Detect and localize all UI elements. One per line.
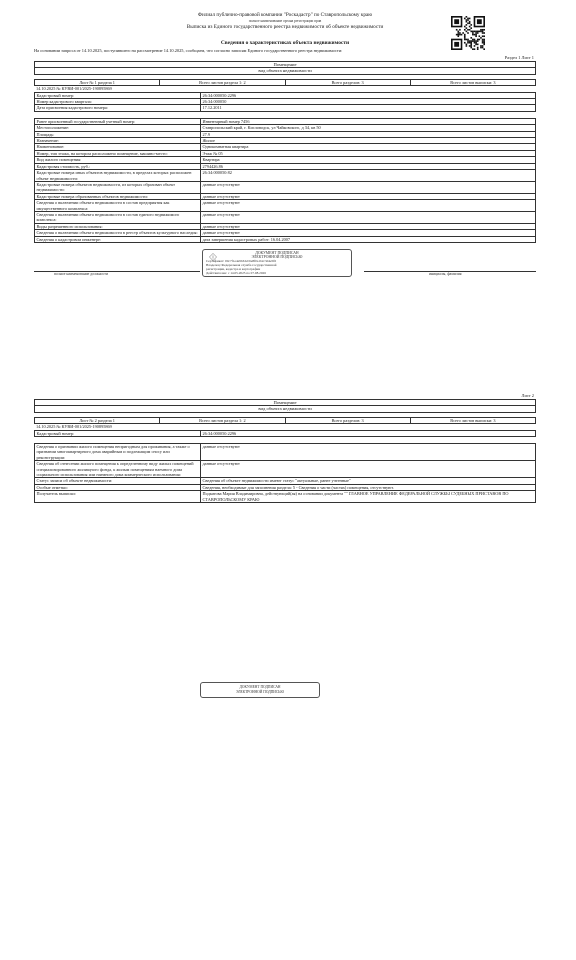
stamp-line: Владелец: Федеральная служба государственной — [206, 262, 277, 267]
field-value: данные отсутствуют — [201, 211, 536, 223]
object-kind-label: вид объекта недвижимости — [35, 68, 536, 74]
field-value: Этаж № 05 — [201, 150, 536, 156]
field-value: данные отсутствуют — [201, 223, 536, 229]
sheet-number: Раздел 1 Лист 1 — [504, 55, 534, 60]
field-label: Виды разрешенного использования: — [35, 223, 201, 229]
object-kind-value: Помещение — [35, 400, 536, 406]
table-row — [35, 170, 536, 182]
position-label: полное наименование должности — [54, 271, 108, 276]
cadastral-block-1 — [34, 430, 536, 437]
field-value: данные отсутствуют — [201, 444, 536, 461]
field-label: Вид жилого помещения: — [35, 157, 201, 163]
signature-area — [34, 247, 536, 281]
request-id: 14.10.2025 № КУВИ-001/2025-190895869 — [36, 424, 112, 430]
table-row — [35, 200, 536, 212]
field-label: Сведения об отнесении жилого помещения к определенному виду жилых помещений специализированного жилищного фонда, к жилым помещениям наемного дома социального использования или наемного дома коммерческого использования: — [35, 461, 201, 478]
field-label: Кадастровые номера объектов недвижимости, из которых образован объект недвижимости: — [35, 181, 201, 193]
characteristics-block — [34, 118, 536, 243]
extract-title: Выписка из Единого государственного реестра недвижимости об объекте недвижимости — [186, 24, 384, 30]
field-value: данные отсутствуют — [201, 193, 536, 199]
table-row — [35, 181, 536, 193]
section-title: Сведения о характеристиках объекта недвижимости — [220, 40, 350, 46]
field-label: Кадастровый номер: — [35, 92, 201, 98]
electronic-signature-stamp — [202, 249, 352, 277]
field-value: Ставропольский край, г. Кисловодск, ул Чайковского, д 34, кв 50 — [201, 125, 536, 131]
field-label: Назначение: — [35, 138, 201, 144]
meta-sheets-in-section: Всего листов раздела 1: 2 — [160, 79, 285, 85]
table-row — [35, 211, 536, 223]
field-value: 27.9 — [201, 131, 536, 137]
field-value: 26:34:000050:2296 — [201, 430, 536, 436]
field-value: Сведения об объекте недвижимости имеют статус "актуальные, ранее учтенные" — [201, 478, 536, 484]
electronic-signature-stamp — [200, 682, 320, 698]
field-label: Кадастровый номер: — [35, 430, 201, 436]
field-value: Однокомнатная квартира — [201, 144, 536, 150]
field-label: Кадастровые номера образованных объектов недвижимости: — [35, 193, 201, 199]
extract-page-1 — [34, 12, 536, 281]
field-label: Сведения о включении объекта недвижимости в состав предприятия как имущественного комплекса: — [35, 200, 201, 212]
meta-sheets-total: Всего листов выписки: 3 — [410, 417, 535, 423]
meta-sheets-in-section: Всего листов раздела 1: 2 — [160, 417, 285, 423]
field-label: Площадь: — [35, 131, 201, 137]
stamp-title: ДОКУМЕНТ ПОДПИСАН — [239, 685, 281, 689]
object-kind-label: вид объекта недвижимости — [35, 406, 536, 412]
field-value: данные отсутствуют — [201, 461, 536, 478]
stamp-subtitle: ЭЛЕКТРОННОЙ ПОДПИСЬЮ — [251, 254, 303, 259]
table-row — [35, 491, 536, 503]
field-label: Кадастровые номера иных объектов недвижимости, в пределах которых расположен объект недвижимости: — [35, 170, 201, 182]
signature-stamp-icon — [209, 253, 217, 261]
field-value: данные отсутствуют — [201, 230, 536, 236]
sheet-number: Лист 2 — [521, 393, 534, 398]
field-value: 26:34:000050:2296 — [201, 92, 536, 98]
field-label: Номер, тип этажа, на котором расположено помещение, машино-место: — [35, 150, 201, 156]
field-label: Кадастровая стоимость, руб.: — [35, 163, 201, 169]
field-value: данные отсутствуют — [201, 200, 536, 212]
meta-sections: Всего разделов: 3 — [285, 79, 410, 85]
stamp-line: Сертификат: 00c7f1e4a9b3d2c6e8f0a1b2c3d4e5f6 — [206, 258, 277, 263]
cadastral-block-1 — [34, 92, 536, 112]
field-label: Сведения о включении объекта недвижимости в состав единого недвижимого комплекса: — [35, 211, 201, 223]
field-value: Квартира — [201, 157, 536, 163]
field-value: Жилое — [201, 138, 536, 144]
intro-text: На основании запроса от 14.10.2025, поступившего на рассмотрение 14.10.2025, сообщаем, что согласно записям Единого государственного реестра недвижимости: — [34, 48, 343, 53]
table-row — [35, 461, 536, 478]
stamp-line: регистрации, кадастра и картографии — [206, 266, 261, 271]
field-label: Дата присвоения кадастрового номера: — [35, 105, 201, 111]
field-value: 26:34:000050:82 — [201, 170, 536, 182]
meta-sections: Всего разделов: 3 — [285, 417, 410, 423]
field-value: Сведения, необходимые для заполнения раздела: 5 - Сведения о части (частях) помещения, отсутствуют. — [201, 484, 536, 490]
table-row — [35, 444, 536, 461]
request-id: 14.10.2025 № КУВИ-001/2025-190895869 — [36, 86, 112, 92]
field-value: Подкатова Мария Владимировна, действующий(ая) на основании документа "" ГЛАВНОЕ УПРАВЛЕНИЕ ФЕДЕРАЛЬНОЙ СЛУЖБЫ СУДЕБНЫХ ПРИСТАВОВ ПО СТАВРОПОЛЬСКОМУ КРАЮ — [201, 491, 536, 503]
field-label: Сведения о признании жилого помещения непригодным для проживания, а также о признании многоквартирного дома аварийным и подлежащим сносу или реконструкции: — [35, 444, 201, 461]
field-value: 26:34:000050 — [201, 99, 536, 105]
name-label: инициалы, фамилия — [429, 271, 462, 276]
characteristics-block — [34, 443, 536, 503]
field-label: Сведения о включении объекта недвижимости в реестр объектов культурного наследия: — [35, 230, 201, 236]
field-label: Номер кадастрового квартала: — [35, 99, 201, 105]
field-label: Получатель выписки: — [35, 491, 201, 503]
object-kind-table — [34, 399, 536, 430]
field-label: Сведения о кадастровом инженере: — [35, 236, 201, 242]
table-row — [35, 236, 536, 242]
stamp-subtitle: ЭЛЕКТРОННОЙ ПОДПИСЬЮ — [235, 689, 285, 694]
object-kind-table — [34, 61, 536, 92]
field-label: Местоположение: — [35, 125, 201, 131]
table-row — [35, 430, 536, 436]
field-value: 2794426.86 — [201, 163, 536, 169]
stamp-title: ДОКУМЕНТ ПОДПИСАН — [255, 250, 299, 255]
table-row — [35, 105, 536, 111]
agency-note: полное наименование органа регистрации прав — [248, 19, 322, 23]
agency-name: Филиал публично-правовой компании "Роскадастр" по Ставропольскому краю — [197, 12, 373, 18]
stamp-line: Действителен: с 14.05.2025 по 07.08.2026 — [206, 270, 266, 275]
meta-sheet: Лист № 2 раздела 1 — [35, 417, 160, 423]
field-value: Инвентарный номер 7456 — [201, 118, 536, 124]
meta-sheets-total: Всего листов выписки: 3 — [410, 79, 535, 85]
meta-sheet: Лист № 1 раздела 1 — [35, 79, 160, 85]
field-label: Статус записи об объекте недвижимости: — [35, 478, 201, 484]
field-value: 17.12.2011 — [201, 105, 536, 111]
field-label: Наименование: — [35, 144, 201, 150]
field-label: Особые отметки: — [35, 484, 201, 490]
field-value: данные отсутствуют — [201, 181, 536, 193]
qr-code-icon — [451, 16, 485, 50]
object-kind-value: Помещение — [35, 62, 536, 68]
field-value: дата завершения кадастровых работ: 16.04.2007 — [201, 236, 536, 242]
extract-page-2 — [34, 392, 536, 503]
field-label: Ранее присвоенный государственный учетный номер: — [35, 118, 201, 124]
